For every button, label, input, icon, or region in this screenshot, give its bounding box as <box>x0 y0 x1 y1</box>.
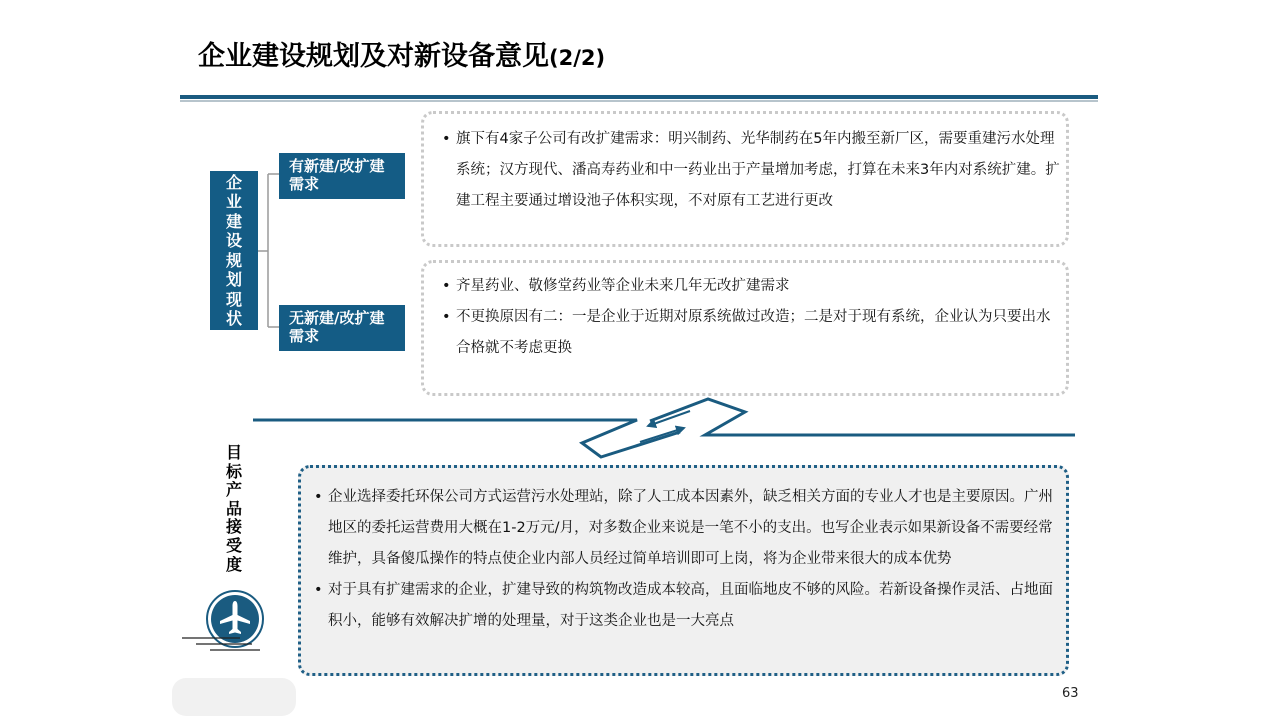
page-title-suffix: (2/2) <box>549 46 606 70</box>
left-label-char: 划 <box>225 270 242 289</box>
airplane-icon <box>178 588 278 660</box>
left-label-char: 规 <box>225 250 242 270</box>
branch-no-expansion: 无新建/改扩建需求 <box>279 305 405 351</box>
info-box-target-acceptance-text <box>302 482 1062 637</box>
bullet-item: • 旗下有4家子公司有改扩建需求：明兴制药、光华制药在5年内搬至新厂区，需要重建污水处理系统；汉方现代、潘高寿药业和中一药业出于产量增加考虑，打算在未来3年内对系统扩建。扩建工程主要通过增设池子体积实现，不对原有工艺进行更改 <box>430 124 1062 217</box>
decorative-blur <box>172 678 296 716</box>
target-label-char: 品 <box>225 498 242 518</box>
left-label-char: 企 <box>225 172 242 192</box>
target-label-char: 标 <box>225 461 242 481</box>
page-number: 63 <box>1062 686 1079 701</box>
target-label-char: 受 <box>225 535 242 555</box>
target-label-char: 目 <box>225 443 242 462</box>
bullet-item: • 对于具有扩建需求的企业，扩建导致的构筑物改造成本较高，且面临地皮不够的风险。若新设备操作灵活、占地面积小，能够有效解决扩增的处理量，对于这类企业也是一大亮点 <box>302 575 1062 637</box>
branch-has-expansion: 有新建/改扩建需求 <box>279 153 405 199</box>
left-label-char: 设 <box>225 231 242 250</box>
left-label-char: 建 <box>225 211 242 231</box>
bullet-item: • 企业选择委托环保公司方式运营污水处理站，除了人工成本因素外，缺乏相关方面的专业人才也是主要原因。广州地区的委托运营费用大概在1-2万元/月，对多数企业来说是一笔不小的支出。也写企业表示如果新设备不需要经常维护，具备傻瓜操作的特点使企业内部人员经过简单培训即可上岗，将为企业带来很大的成本优势 <box>302 482 1062 575</box>
target-acceptance-label <box>222 444 246 574</box>
bullet-item: • 不更换原因有二：一是企业于近期对原系统做过改造；二是对于现有系统，企业认为只要出水合格就不考虑更换 <box>430 302 1062 364</box>
left-label-char: 业 <box>225 192 242 211</box>
left-label-char: 现 <box>225 289 242 309</box>
target-label-char: 接 <box>225 517 242 537</box>
target-label-char: 度 <box>225 554 242 574</box>
page-title-text: 企业建设规划及对新设备意见 <box>198 41 549 72</box>
left-label-char: 状 <box>225 309 242 328</box>
target-label-char: 产 <box>225 480 242 500</box>
bullet-item: • 齐星药业、敬修堂药业等企业未来几年无改扩建需求 <box>430 271 1062 302</box>
